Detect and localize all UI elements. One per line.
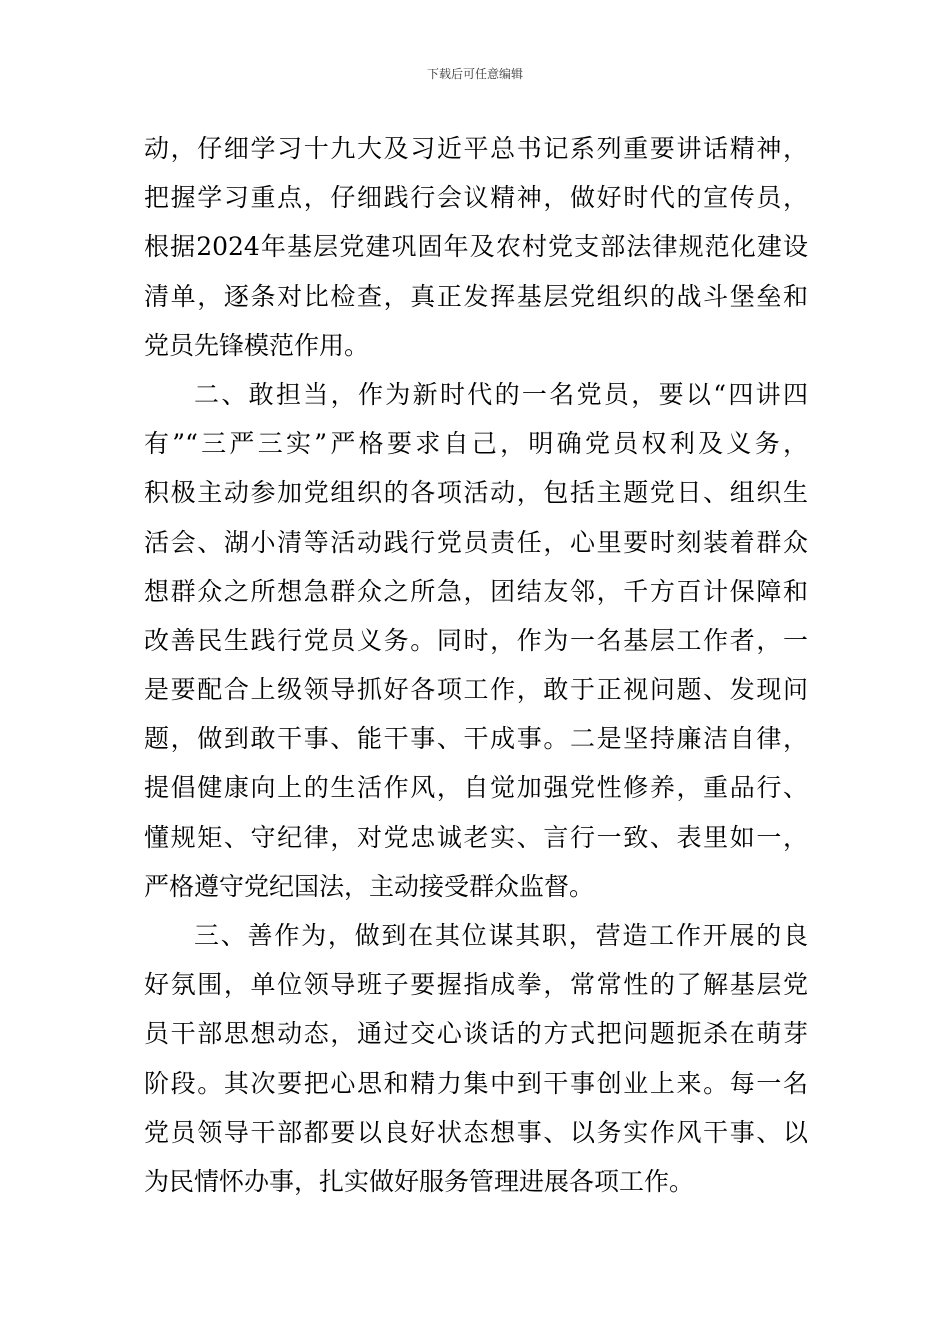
page-header-note: 下载后可任意编辑	[426, 67, 523, 81]
text-line: 党员先锋模范作用。	[144, 330, 370, 360]
text-line: 动，仔细学习十九大及习近平总书记系列重要讲话精神，	[144, 134, 808, 163]
text-line: 员干部思想动态，通过交心谈话的方式把问题扼杀在萌芽	[144, 1019, 808, 1049]
paragraph-start-line: 三、善作为，做到在其位谋其职，营造工作开展的良	[194, 921, 808, 950]
paragraph-start-line: 二、敢担当，作为新时代的一名党员，要以“四讲四	[194, 379, 808, 409]
text-line: 改善民生践行党员义务。同时，作为一名基层工作者，一	[144, 625, 808, 655]
text-line: 提倡健康向上的生活作风，自觉加强党性修养，重品行、	[144, 773, 808, 803]
text-line: 题，做到敢干事、能干事、干成事。二是坚持廉洁自律，	[144, 724, 808, 754]
text-line: 有”“三严三实”严格要求自己，明确党员权利及义务，	[144, 429, 808, 459]
text-line: 积极主动参加党组织的各项活动，包括主题党日、组织生	[144, 478, 808, 508]
text-line: 把握学习重点，仔细践行会议精神，做好时代的宣传员，	[144, 183, 808, 213]
text-line: 阶段。其次要把心思和精力集中到干事创业上来。每一名	[144, 1068, 808, 1098]
text-line: 党员领导干部都要以良好状态想事、以务实作风干事、以	[144, 1117, 808, 1147]
body-text	[144, 124, 808, 1206]
text-line: 懂规矩、守纪律，对党忠诚老实、言行一致、表里如一，	[144, 822, 808, 852]
text-line: 根据2024年基层党建巩固年及农村党支部法律规范化建设	[144, 232, 808, 262]
text-line: 好氛围，单位领导班子要握指成拳，常常性的了解基层党	[144, 970, 808, 1000]
text-line: 想群众之所想急群众之所急，团结友邻，千方百计保障和	[144, 576, 808, 606]
text-line: 是要配合上级领导抓好各项工作，敢于正视问题、发现问	[144, 675, 808, 705]
text-line: 为民情怀办事，扎实做好服务管理进展各项工作。	[144, 1166, 695, 1196]
text-line: 严格遵守党纪国法，主动接受群众监督。	[144, 871, 595, 901]
text-line: 清单，逐条对比检查，真正发挥基层党组织的战斗堡垒和	[144, 281, 808, 311]
text-line: 活会、湖小清等活动践行党员责任，心里要时刻装着群众	[144, 527, 808, 557]
